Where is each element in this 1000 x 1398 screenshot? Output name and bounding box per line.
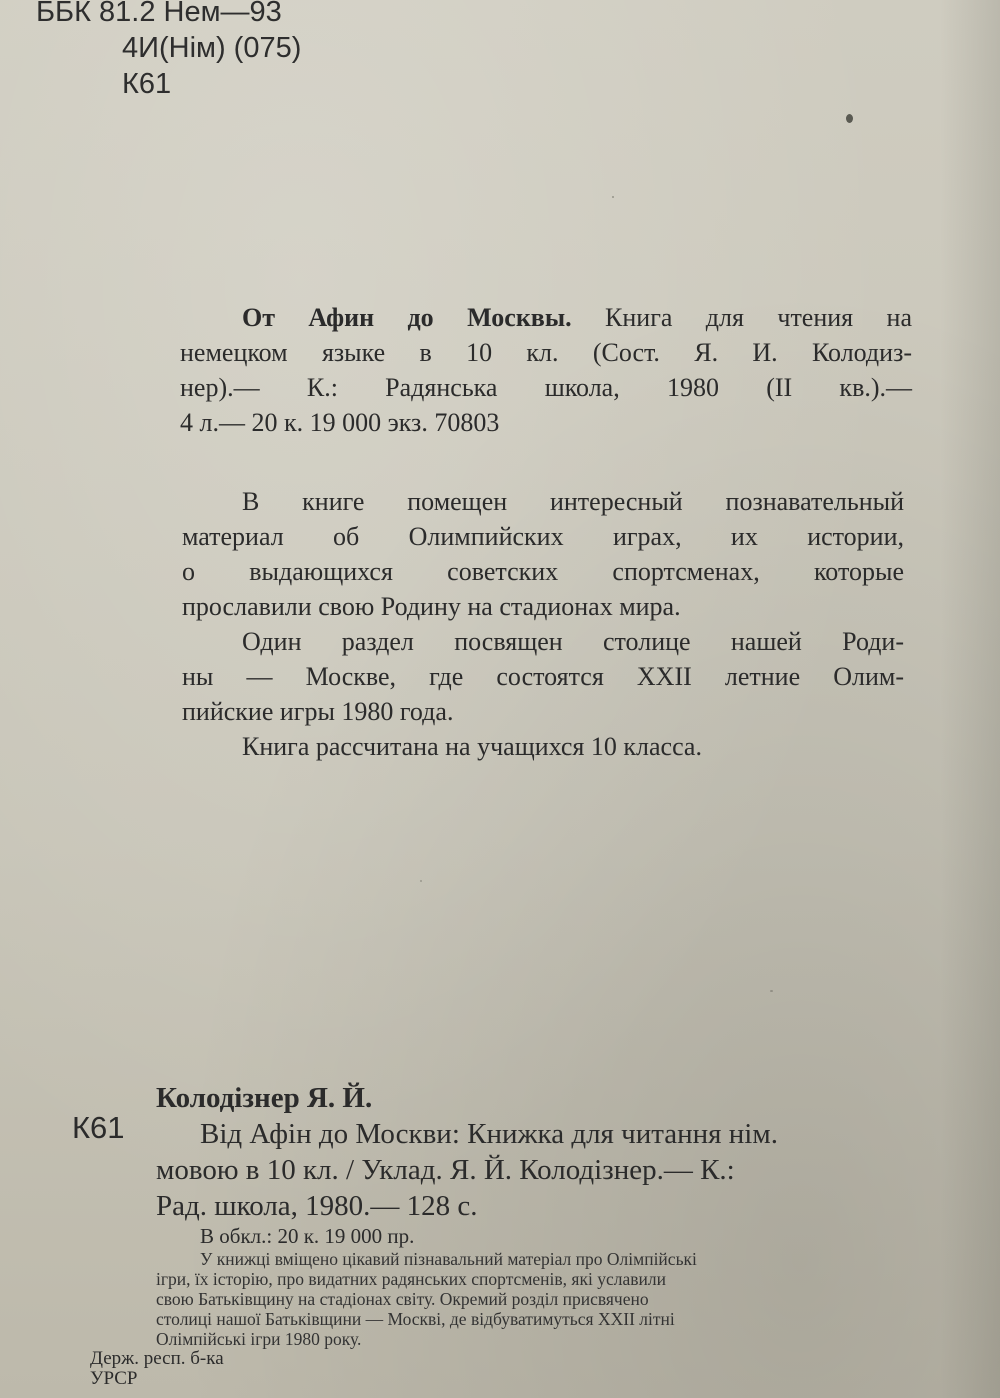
card-summary-line: У книжці вміщено цікавий пізнавальний матеріал про Олімпійські xyxy=(200,1249,697,1269)
abstract-line: прославили свою Родину на стадионах мира. xyxy=(182,592,681,621)
entry-line xyxy=(180,300,912,335)
card-author: Колодізнер Я. Й. xyxy=(156,1082,373,1114)
abstract-line: материал об Олимпийских играх, их истории, xyxy=(182,522,904,551)
paper-speck xyxy=(612,196,614,198)
library-stamp-line: УРСР xyxy=(90,1368,138,1389)
entry-line-rest: Книга для чтения на xyxy=(571,303,912,332)
card-author-mark: К61 xyxy=(72,1110,125,1145)
entry-line: нер).— К.: Радянська школа, 1980 (II кв.).— xyxy=(180,373,912,402)
paper-speck xyxy=(846,114,853,123)
bbk-code: ББК 81.2 Нем—93 xyxy=(36,0,282,28)
abstract-line: В книге помещен интересный познавательный xyxy=(242,487,904,516)
library-stamp-line: Держ. респ. б-ка xyxy=(90,1348,224,1369)
card-footer xyxy=(90,1349,902,1389)
author-mark: К61 xyxy=(122,68,172,100)
card-line: Від Афін до Москви: Книжка для читання нім. xyxy=(200,1118,778,1150)
abstract-line: ны — Москве, где состоятся XXII летние Олим- xyxy=(182,662,904,691)
abstract-line: пийские игры 1980 года. xyxy=(182,697,454,726)
card-line: мовою в 10 кл. / Уклад. Я. Й. Колодізнер.— К.: xyxy=(156,1154,735,1186)
entry-line: немецком языке в 10 кл. (Сост. Я. И. Колодиз- xyxy=(180,338,912,367)
paper-speck xyxy=(420,880,422,882)
udc-code: 4И(Нім) (075) xyxy=(122,32,302,64)
abstract-line: о выдающихся советских спортсменах, которые xyxy=(182,557,904,586)
card-summary-line: ігри, їх історію, про видатних радянських спортсменів, які уславили xyxy=(156,1269,666,1289)
card-price-line: В обкл.: 20 к. 19 000 пр. xyxy=(200,1224,415,1248)
entry-line: 4 л.— 20 к. 19 000 экз. 70803 xyxy=(180,408,500,437)
paper-speck xyxy=(770,990,773,992)
bibliographic-entry xyxy=(180,300,912,440)
abstract-line: Книга рассчитана на учащихся 10 класса. xyxy=(242,732,702,761)
card-summary-line: Олімпійські ігри 1980 року. xyxy=(156,1329,362,1349)
abstract xyxy=(182,484,904,764)
card-summary-line: свою Батьківщину на стадіонах світу. Окремий розділ присвячено xyxy=(156,1289,649,1309)
book-title: От Афин до Москвы. xyxy=(242,303,572,332)
card-line: Рад. школа, 1980.— 128 с. xyxy=(156,1190,478,1222)
card-summary-line: столиці нашої Батьківщини — Москві, де відбуватимуться XXII літні xyxy=(156,1309,675,1329)
classification-codes xyxy=(36,0,301,102)
abstract-line: Один раздел посвящен столице нашей Роди- xyxy=(242,627,904,656)
